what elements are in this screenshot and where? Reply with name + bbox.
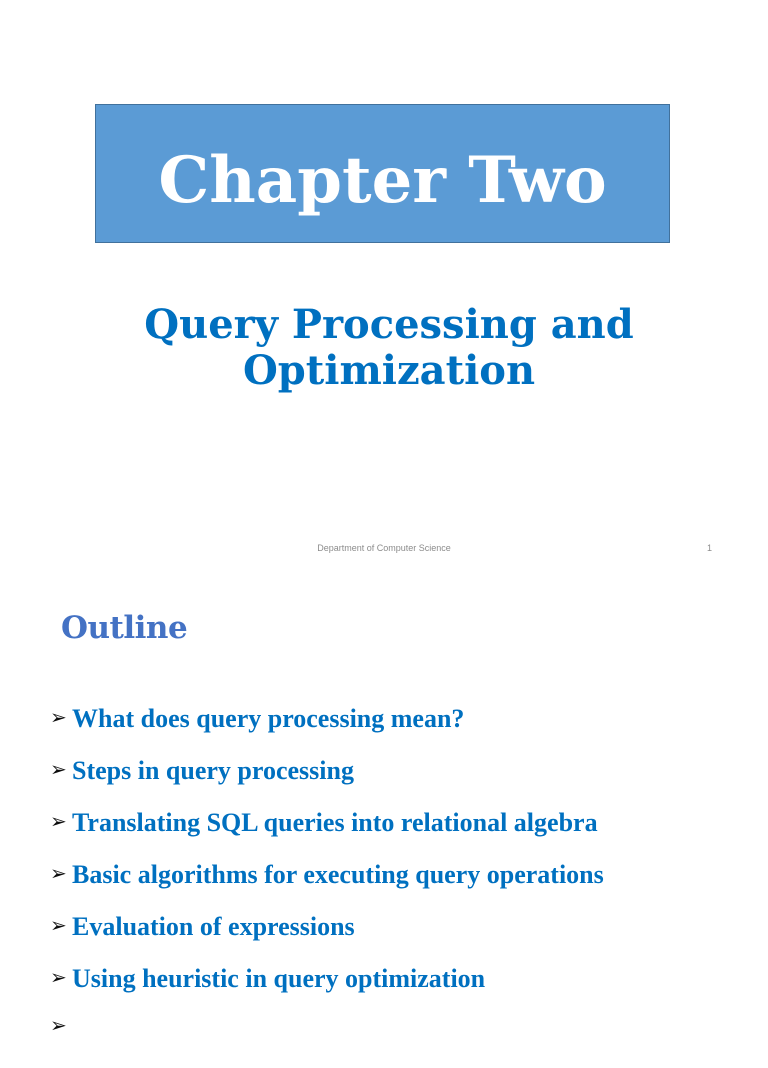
arrow-bullet-icon: ➢ [50,965,67,989]
arrow-bullet-icon: ➢ [50,1013,67,1037]
list-item-text: Basic algorithms for executing query operations [72,860,604,889]
subtitle-line-1: Query Processing and [144,301,634,348]
list-item-text: Translating SQL queries into relational algebra [72,808,598,837]
outline-heading: Outline [61,610,188,646]
arrow-bullet-icon: ➢ [50,757,67,781]
list-item-text: Steps in query processing [72,756,354,785]
list-item-text: Using heuristic in query optimization [72,964,486,993]
list-item [50,912,604,964]
list-item-text: What does query processing mean? [72,704,465,733]
list-item [50,860,604,912]
chapter-title: Chapter Two [158,143,607,218]
list-item [50,704,604,756]
arrow-bullet-icon: ➢ [50,809,67,833]
slide-footer: Department of Computer Science [317,543,451,553]
slide-outline [0,576,768,1037]
page-number: 1 [706,543,712,553]
list-item [50,964,604,1016]
list-item [50,756,604,808]
arrow-bullet-icon: ➢ [50,913,67,937]
title-box [95,104,670,243]
list-item [50,808,604,860]
arrow-bullet-icon: ➢ [50,705,67,729]
subtitle-line-2: Optimization [242,347,536,394]
list-item [50,1013,604,1068]
arrow-bullet-icon: ➢ [50,861,67,885]
outline-list [50,704,604,1068]
list-item-text: Evaluation of expressions [72,912,355,941]
